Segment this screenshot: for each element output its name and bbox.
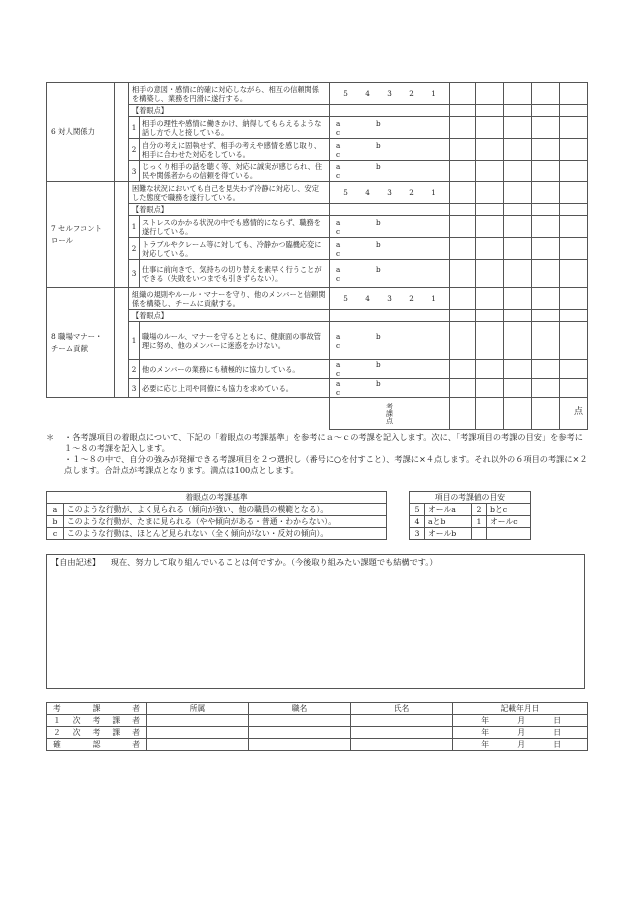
score-entry-cell[interactable]: [532, 105, 560, 117]
blank-cell: [330, 105, 450, 117]
table-row: [47, 83, 588, 105]
table-row: [47, 161, 588, 182]
score-entry-cell[interactable]: [560, 288, 588, 310]
score-entry-cell[interactable]: [504, 204, 532, 216]
score-entry-cell[interactable]: [532, 216, 560, 238]
item-text: じっくり相手の話を聴く等、対応に誠実が感じられ、住民や関係者からの信頼を得ている。: [140, 161, 330, 182]
target-table: [409, 491, 531, 540]
score-entry-cell[interactable]: [532, 260, 560, 288]
category-label: [47, 182, 115, 288]
grade-option[interactable]: c: [336, 127, 341, 137]
score-entry-cell[interactable]: [560, 204, 588, 216]
score-entry-cell[interactable]: [504, 139, 532, 161]
free-description-prompt: 現在、努力して取り組んでいることは何ですか。（今後取り組みたい課題でも結構です。）: [110, 557, 438, 567]
score-entry-cell[interactable]: [560, 216, 588, 238]
grade-option[interactable]: a: [336, 217, 341, 227]
item-number: 2: [129, 360, 140, 379]
table-row: [47, 398, 588, 430]
score-entry-cell[interactable]: [560, 310, 588, 322]
table-row: [47, 238, 588, 260]
grade-text: このような行動は、ほとんど見られない（全く傾向がない・反対の傾向）。: [64, 528, 387, 540]
table-row: 3 オールb: [410, 528, 531, 540]
score-entry-cell[interactable]: [532, 83, 560, 105]
score-option[interactable]: 1: [431, 294, 436, 303]
grade-option[interactable]: a: [336, 162, 341, 171]
score-entry-cell[interactable]: [450, 238, 476, 260]
score-entry-cell[interactable]: [560, 139, 588, 161]
spacer: [47, 398, 330, 430]
item-number: 3: [129, 161, 140, 182]
item-text: 職場のルール、マナーを守るとともに、健康面の事故管理に努め、他のメンバーに迷惑をかけない。: [140, 322, 330, 360]
category-label-line: ロール: [51, 235, 74, 245]
score-entry-cell[interactable]: [504, 310, 532, 322]
grade-scale[interactable]: [330, 260, 450, 288]
target-title: 項目の考課値の目安: [410, 492, 531, 504]
table-row: [47, 504, 387, 516]
viewpoint-heading: 【着眼点】: [129, 310, 330, 322]
header-evaluator: 考課者: [47, 703, 147, 715]
blank-column: [115, 182, 129, 288]
grade-scale[interactable]: [330, 139, 450, 161]
score-entry-cell[interactable]: [476, 379, 504, 398]
score-entry-cell[interactable]: [560, 260, 588, 288]
score-entry-cell[interactable]: [532, 161, 560, 182]
viewpoint-heading: 【着眼点】: [129, 105, 330, 117]
header-date: 記載年月日: [453, 703, 588, 715]
category-label-line: 6 対人関係力: [51, 127, 96, 136]
grade-option[interactable]: a: [336, 140, 341, 150]
item-number: 2: [129, 238, 140, 260]
score-entry-cell[interactable]: [560, 117, 588, 139]
position-cell[interactable]: [249, 739, 351, 751]
score-entry-cell[interactable]: [504, 260, 532, 288]
item-text: 必要に応じ上司や同僚にも協力を求めている。: [140, 379, 330, 398]
table-row: [47, 139, 588, 161]
score-entry-cell[interactable]: [476, 398, 504, 430]
score-entry-cell[interactable]: [504, 117, 532, 139]
score-entry-cell[interactable]: [476, 238, 504, 260]
position-cell[interactable]: [249, 715, 351, 727]
table-row: [47, 727, 588, 739]
score-entry-cell[interactable]: [476, 360, 504, 379]
score-entry-cell[interactable]: [504, 182, 532, 204]
item-number: 2: [129, 139, 140, 161]
score-entry-cell[interactable]: [504, 238, 532, 260]
blank-column: [115, 83, 129, 182]
grade-option[interactable]: b: [376, 162, 381, 171]
grade-option[interactable]: c: [336, 171, 341, 180]
evaluation-points-label: 考課点: [330, 398, 450, 430]
score-option[interactable]: 2: [409, 188, 414, 197]
score-entry-cell[interactable]: [450, 398, 476, 430]
grade-scale[interactable]: [330, 379, 450, 398]
score-entry-cell[interactable]: [532, 139, 560, 161]
signature-table: [46, 702, 588, 751]
score-entry-cell[interactable]: [560, 238, 588, 260]
score-entry-cell[interactable]: [476, 83, 504, 105]
header-affiliation: 所属: [147, 703, 249, 715]
grade-option[interactable]: b: [376, 140, 381, 150]
grade-scale[interactable]: [330, 322, 450, 360]
blank-column: [115, 288, 129, 398]
grade-text: このような行動が、たまに見られる（やや傾向がある・普通・わからない）。: [64, 516, 387, 528]
note-mark: ＊: [46, 432, 55, 442]
table-row: [47, 360, 588, 379]
score-entry-cell[interactable]: [532, 360, 560, 379]
free-description-box[interactable]: [46, 554, 585, 689]
grade-option[interactable]: b: [376, 360, 381, 369]
grade-scale[interactable]: [330, 238, 450, 260]
criterion-description: 相手の意図・感情に的確に対応しながら、相互の信頼関係を構築し、業務を円滑に遂行する。: [129, 83, 330, 105]
score-entry-cell[interactable]: [532, 398, 560, 430]
score-entry-cell[interactable]: [450, 83, 476, 105]
score-entry-cell[interactable]: [450, 161, 476, 182]
grade-option[interactable]: c: [336, 226, 341, 236]
grade-option[interactable]: a: [336, 118, 341, 128]
score-entry-cell[interactable]: [476, 117, 504, 139]
item-text: ストレスのかかる状況の中でも感情的にならず、職務を遂行している。: [140, 216, 330, 238]
evaluator-role: １次考課者: [47, 715, 147, 727]
grade-option[interactable]: b: [376, 118, 381, 128]
score-entry-cell[interactable]: [450, 260, 476, 288]
score-entry-cell[interactable]: [476, 216, 504, 238]
item-text: 相手の理性や感情に働きかけ、納得してもらえるような話し方で人と接している。: [140, 117, 330, 139]
category-label-line: 8 職場マナー・: [51, 331, 103, 341]
score-entry-cell[interactable]: [560, 182, 588, 204]
score-entry-cell[interactable]: [476, 105, 504, 117]
table-row: [47, 216, 588, 238]
grade-option[interactable]: a: [336, 379, 341, 388]
score-option[interactable]: 2: [409, 89, 414, 98]
grade-scale[interactable]: [330, 360, 450, 379]
score-entry-cell[interactable]: [532, 379, 560, 398]
score-entry-cell[interactable]: [476, 260, 504, 288]
blank-cell: [330, 310, 450, 322]
score-option[interactable]: 5: [343, 188, 348, 197]
table-row: [47, 105, 588, 117]
item-number: 1: [129, 216, 140, 238]
date-cell[interactable]: 年 月 日: [453, 739, 588, 751]
affiliation-cell[interactable]: [147, 715, 249, 727]
category-label: [47, 288, 115, 398]
score-option[interactable]: 1: [431, 188, 436, 197]
score-option[interactable]: 5: [343, 89, 348, 98]
score-entry-cell[interactable]: [476, 204, 504, 216]
grade-option[interactable]: c: [336, 149, 341, 159]
item-text: 他のメンバーの業務にも積極的に協力している。: [140, 360, 330, 379]
free-description-label: 【自由記述】: [51, 557, 101, 567]
score-option[interactable]: 3: [387, 188, 392, 197]
grade-option[interactable]: a: [336, 360, 341, 369]
grade-option[interactable]: c: [336, 340, 341, 350]
grade-option[interactable]: c: [336, 273, 341, 283]
blank-cell: [330, 204, 450, 216]
table-row: [47, 516, 387, 528]
grade-option[interactable]: c: [336, 248, 341, 258]
score-entry-cell[interactable]: [532, 238, 560, 260]
score-entry-cell[interactable]: [476, 182, 504, 204]
score-entry-cell[interactable]: [504, 379, 532, 398]
table-row: [47, 528, 387, 540]
score-scale[interactable]: [330, 288, 450, 310]
evaluation-table: [46, 82, 588, 430]
score-option[interactable]: 5: [343, 294, 348, 303]
grade-option[interactable]: b: [376, 239, 381, 249]
standard-title: 着眼点の考課基準: [47, 492, 387, 504]
score-entry-cell[interactable]: [504, 360, 532, 379]
standard-table: [46, 491, 387, 540]
score-entry-cell[interactable]: [504, 105, 532, 117]
grade-option[interactable]: b: [376, 379, 381, 388]
score-entry-cell[interactable]: [560, 105, 588, 117]
item-number: 3: [129, 379, 140, 398]
score-entry-cell[interactable]: [532, 182, 560, 204]
score-entry-cell[interactable]: [450, 216, 476, 238]
note-line-1: ・各考課項目の着眼点について、下記の「着眼点の考課基準」を参考にａ～ｃの考課を記入します。次に、「考課項目の考課の目安」を参考に１～８の考課を記入します。: [64, 432, 583, 453]
table-row: 5 オールa 2 bとc: [410, 504, 531, 516]
grade-key: c: [47, 528, 64, 540]
grade-text: このような行動が、よく見られる（傾向が強い、他の職員の模範となる）。: [64, 504, 387, 516]
score-entry-cell[interactable]: [560, 322, 588, 360]
score-entry-cell[interactable]: [450, 117, 476, 139]
score-entry-cell[interactable]: [532, 204, 560, 216]
category-label-line: チーム貢献: [51, 343, 88, 353]
score-entry-cell[interactable]: [450, 288, 476, 310]
score-option[interactable]: 4: [365, 89, 370, 98]
score-entry-cell[interactable]: [504, 216, 532, 238]
item-number: 1: [129, 322, 140, 360]
grade-option[interactable]: c: [336, 369, 341, 378]
table-row: [47, 715, 588, 727]
score-entry-cell[interactable]: [504, 322, 532, 360]
position-cell[interactable]: [249, 727, 351, 739]
score-entry-cell[interactable]: [450, 322, 476, 360]
grade-scale[interactable]: [330, 117, 450, 139]
score-entry-cell[interactable]: [532, 117, 560, 139]
table-row: [47, 182, 588, 204]
grade-scale[interactable]: [330, 216, 450, 238]
score-entry-cell[interactable]: [450, 360, 476, 379]
item-text: 仕事に前向きで、気持ちの切り替えを素早く行うことができる（失敗をいつまでも引きずらない）。: [140, 260, 330, 288]
header-position: 職名: [249, 703, 351, 715]
grade-option[interactable]: a: [336, 264, 341, 274]
score-entry-cell[interactable]: [504, 398, 532, 430]
grade-option[interactable]: a: [336, 239, 341, 249]
table-row: [47, 260, 588, 288]
header-name: 氏名: [351, 703, 453, 715]
score-entry-cell[interactable]: [560, 360, 588, 379]
table-row: 4 aとb 1 オールc: [410, 516, 531, 528]
score-entry-cell[interactable]: [476, 288, 504, 310]
date-cell[interactable]: 年 月 日: [453, 715, 588, 727]
score-entry-cell[interactable]: [532, 288, 560, 310]
table-row: [47, 739, 588, 751]
score-entry-cell[interactable]: [532, 310, 560, 322]
grade-option[interactable]: a: [336, 331, 341, 341]
grade-key: b: [47, 516, 64, 528]
score-option[interactable]: 4: [365, 188, 370, 197]
score-entry-cell[interactable]: [450, 182, 476, 204]
score-entry-cell[interactable]: [450, 105, 476, 117]
score-entry-cell[interactable]: [560, 83, 588, 105]
table-row: [47, 288, 588, 310]
affiliation-cell[interactable]: [147, 739, 249, 751]
table-row: [47, 117, 588, 139]
score-entry-cell[interactable]: [504, 161, 532, 182]
points-unit[interactable]: 点: [560, 398, 588, 430]
score-entry-cell[interactable]: [476, 161, 504, 182]
viewpoint-heading: 【着眼点】: [129, 204, 330, 216]
score-scale[interactable]: [330, 83, 450, 105]
name-cell[interactable]: [351, 739, 453, 751]
score-option[interactable]: 3: [387, 89, 392, 98]
score-entry-cell[interactable]: [476, 139, 504, 161]
score-entry-cell[interactable]: [476, 322, 504, 360]
score-option[interactable]: 2: [409, 294, 414, 303]
category-label-line: 7 セルフコント: [51, 223, 103, 233]
grade-key: a: [47, 504, 64, 516]
evaluator-role: ２次考課者: [47, 727, 147, 739]
score-entry-cell[interactable]: [450, 204, 476, 216]
grade-option[interactable]: b: [376, 217, 381, 227]
date-cell[interactable]: 年 月 日: [453, 727, 588, 739]
grade-option[interactable]: b: [376, 331, 381, 341]
table-row: [47, 204, 588, 216]
category-label: [47, 83, 115, 182]
score-entry-cell[interactable]: [450, 310, 476, 322]
score-entry-cell[interactable]: [504, 288, 532, 310]
score-entry-cell[interactable]: [532, 322, 560, 360]
evaluator-role: 確認者: [47, 739, 147, 751]
name-cell[interactable]: [351, 715, 453, 727]
criterion-description: 困難な状況においても自己を見失わず冷静に対応し、安定した態度で職務を遂行している。: [129, 182, 330, 204]
score-entry-cell[interactable]: [504, 83, 532, 105]
item-number: 1: [129, 117, 140, 139]
grade-option[interactable]: c: [336, 388, 341, 397]
score-entry-cell[interactable]: [560, 161, 588, 182]
note-line-2: ・１～８の中で、自分の強みが発揮できる考課項目を２つ選択し（番号に○を付すこと）、考課に×４点します。それ以外の６項目の考課に×２点します。合計点が考課点となります。満点は100点とします。: [64, 454, 588, 475]
score-option[interactable]: 3: [387, 294, 392, 303]
score-option[interactable]: 4: [365, 294, 370, 303]
item-text: 自分の考えに固執せず、相手の考えや感情を感じ取り、相手に合わせた対応をしている。: [140, 139, 330, 161]
item-text: トラブルやクレーム等に対しても、冷静かつ臨機応変に対応している。: [140, 238, 330, 260]
table-row: [47, 322, 588, 360]
table-row: [47, 310, 588, 322]
score-entry-cell[interactable]: [560, 379, 588, 398]
grade-scale[interactable]: [330, 161, 450, 182]
score-entry-cell[interactable]: [450, 139, 476, 161]
score-entry-cell[interactable]: [476, 310, 504, 322]
score-scale[interactable]: [330, 182, 450, 204]
name-cell[interactable]: [351, 727, 453, 739]
score-option[interactable]: 1: [431, 89, 436, 98]
table-row: [47, 379, 588, 398]
affiliation-cell[interactable]: [147, 727, 249, 739]
criterion-description: 組織の規則やルール・マナーを守り、他のメンバーと信頼関係を構築し、チームに貢献する。: [129, 288, 330, 310]
instruction-notes: [46, 432, 591, 476]
item-number: 3: [129, 260, 140, 288]
score-entry-cell[interactable]: [450, 379, 476, 398]
grade-option[interactable]: b: [376, 264, 381, 274]
